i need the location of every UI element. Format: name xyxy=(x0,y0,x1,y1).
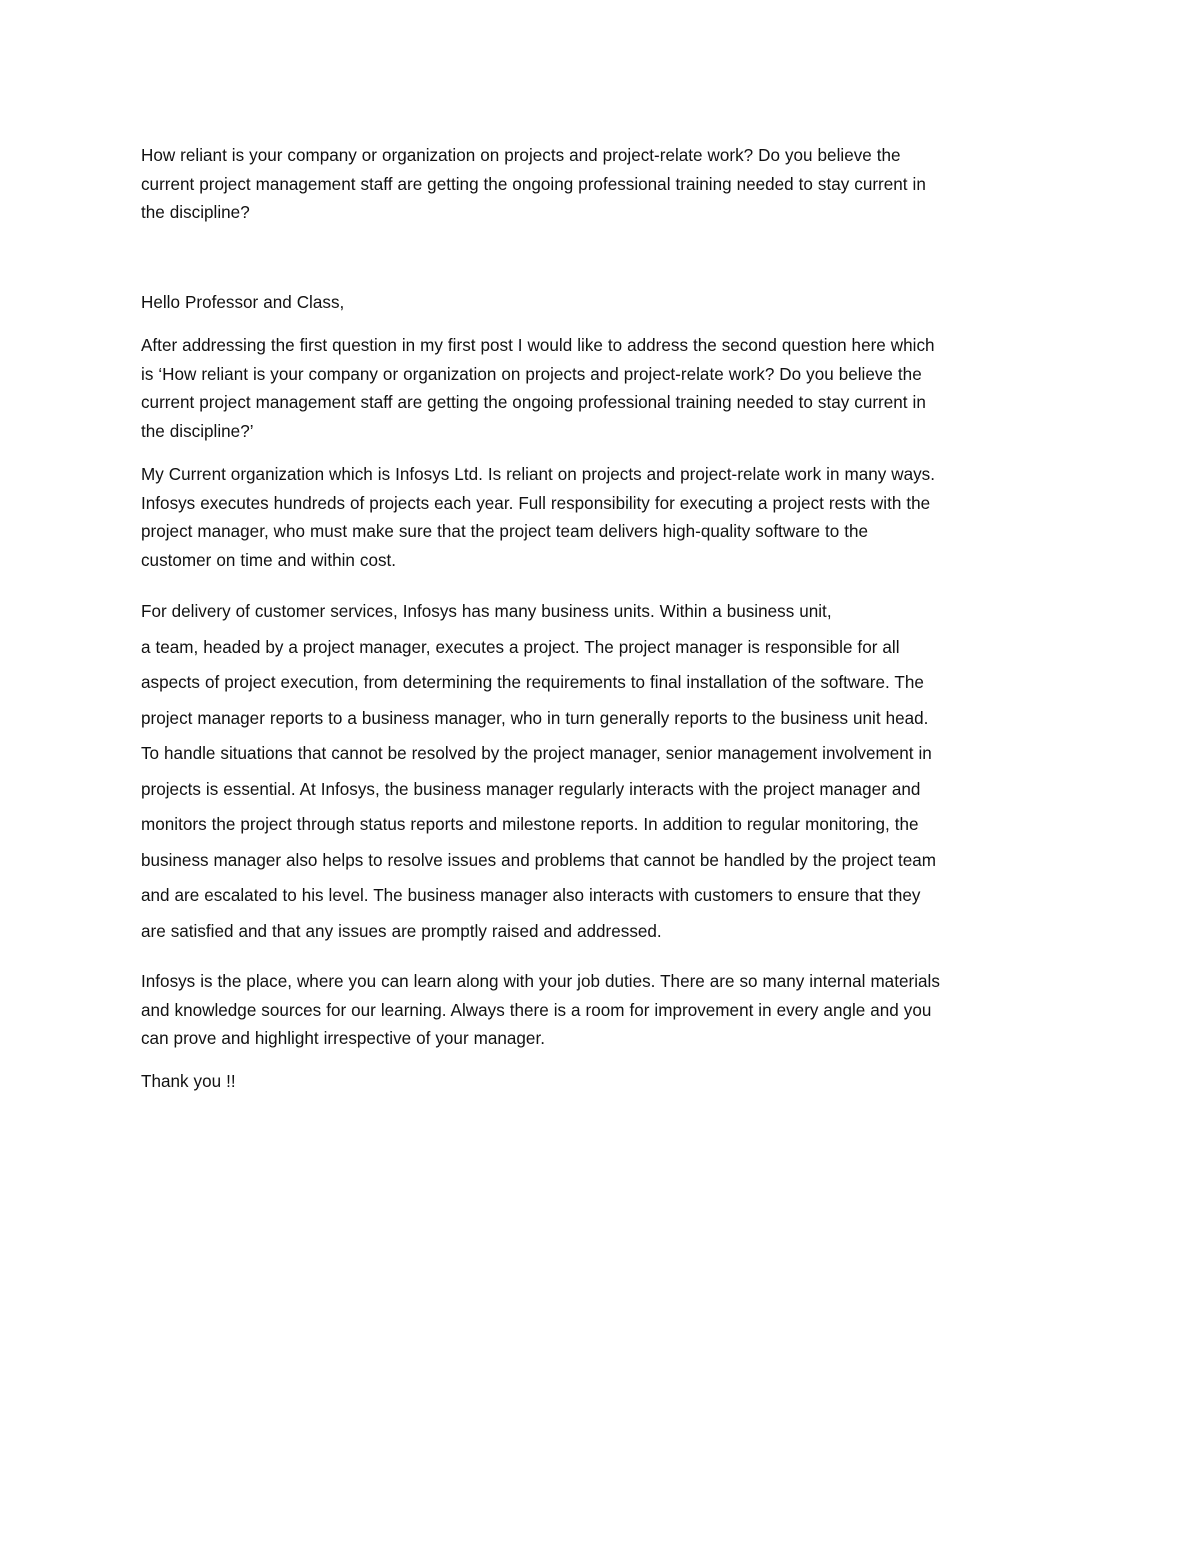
closing xyxy=(141,1067,1071,1096)
paragraph-1-line: After addressing the first question in my first post I would like to address the second question here which xyxy=(141,335,935,355)
question-line: the discipline? xyxy=(141,202,250,222)
closing-line: Thank you !! xyxy=(141,1071,236,1091)
paragraph-3-line: aspects of project execution, from determining the requirements to final installation of the software. The xyxy=(141,672,924,692)
question-line: How reliant is your company or organization on projects and project-relate work? Do you believe the xyxy=(141,145,901,165)
paragraph-3-line: For delivery of customer services, Infosys has many business units. Within a business unit, xyxy=(141,601,832,621)
question-line: current project management staff are getting the ongoing professional training needed to stay current in xyxy=(141,173,926,194)
paragraph-1-line: current project management staff are getting the ongoing professional training needed to stay current in xyxy=(141,392,926,412)
paragraph-1 xyxy=(141,331,1071,445)
paragraph-4 xyxy=(141,967,1071,1053)
paragraph-3 xyxy=(141,594,1071,949)
greeting xyxy=(141,288,1071,317)
question-paragraph xyxy=(141,141,1071,227)
paragraph-3-line: projects is essential. At Infosys, the business manager regularly interacts with the project manager and xyxy=(141,778,921,799)
paragraph-2-line: Infosys executes hundreds of projects each year. Full responsibility for executing a project rests with the xyxy=(141,492,931,513)
paragraph-1-line: is ‘How reliant is your company or organization on projects and project-relate work? Do you believe the xyxy=(141,363,922,384)
paragraph-3-line: business manager also helps to resolve issues and problems that cannot be handled by the project team xyxy=(141,849,936,870)
paragraph-4-line: Infosys is the place, where you can learn along with your job duties. There are so many internal materials xyxy=(141,971,940,991)
paragraph-2-line: project manager, who must make sure that the project team delivers high-quality software to the xyxy=(141,521,869,541)
paragraph-3-line: are satisfied and that any issues are promptly raised and addressed. xyxy=(141,920,662,941)
paragraph-4-line: can prove and highlight irrespective of your manager. xyxy=(141,1028,545,1048)
paragraph-3-line: project manager reports to a business manager, who in turn generally reports to the business unit head. xyxy=(141,707,929,728)
paragraph-2-line: customer on time and within cost. xyxy=(141,549,397,570)
greeting-line: Hello Professor and Class, xyxy=(141,292,345,312)
paragraph-4-line: and knowledge sources for our learning. Always there is a room for improvement in every angle and you xyxy=(141,999,932,1020)
paragraph-1-line: the discipline?’ xyxy=(141,420,254,441)
paragraph-2 xyxy=(141,460,1071,574)
paragraph-3-line: monitors the project through status reports and milestone reports. In addition to regular monitoring, the xyxy=(141,814,919,834)
paragraph-3-line: and are escalated to his level. The business manager also interacts with customers to ensure that they xyxy=(141,885,921,905)
paragraph-3-line: To handle situations that cannot be resolved by the project manager, senior management involvement in xyxy=(141,743,932,763)
paragraph-2-line: My Current organization which is Infosys Ltd. Is reliant on projects and project-relate work in many ways. xyxy=(141,464,936,484)
paragraph-3-line: a team, headed by a project manager, executes a project. The project manager is responsible for all xyxy=(141,636,900,657)
